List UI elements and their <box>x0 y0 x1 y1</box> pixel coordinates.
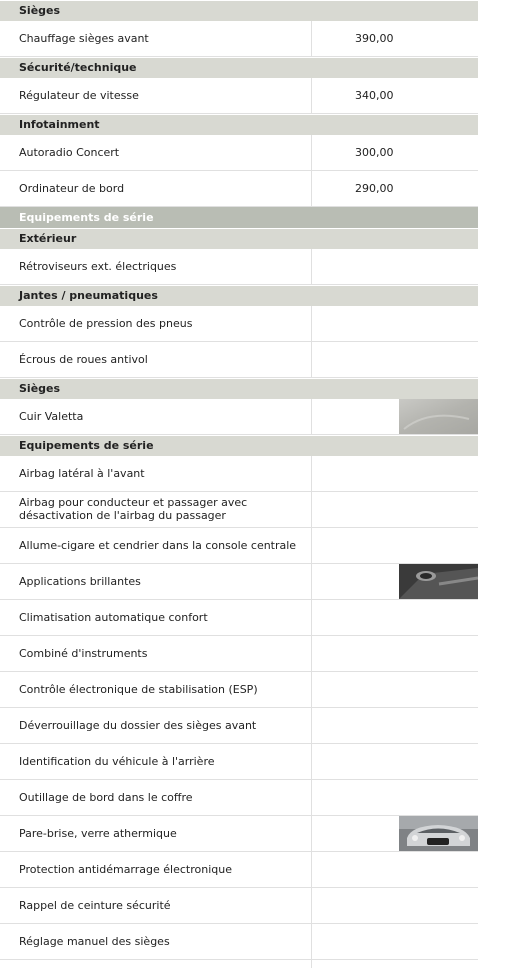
equipment-label: Écrous de roues antivol <box>19 353 148 366</box>
column-divider <box>311 399 312 434</box>
equipment-row <box>0 249 478 285</box>
column-divider <box>311 564 312 599</box>
door-handle-image[interactable] <box>399 564 478 599</box>
equipment-label: Allume-cigare et cendrier dans la console centrale <box>19 539 297 552</box>
equipment-row <box>0 852 478 888</box>
column-divider <box>311 816 312 851</box>
column-divider <box>311 636 312 671</box>
equipment-label: Rétroviseurs ext. électriques <box>19 260 177 273</box>
car-front-image[interactable] <box>399 816 478 851</box>
equipment-label: Déverrouillage du dossier des sièges avant <box>19 719 257 732</box>
column-divider <box>311 924 312 959</box>
equipment-row <box>0 816 478 852</box>
column-divider <box>311 306 312 341</box>
column-divider <box>311 249 312 284</box>
equipment-label: Applications brillantes <box>19 575 141 588</box>
column-divider <box>311 135 312 170</box>
equipment-row <box>0 564 478 600</box>
table-tail <box>0 960 478 968</box>
price-value: 340,00 <box>355 89 394 102</box>
equipment-row <box>0 528 478 564</box>
category-label: Sièges <box>19 382 61 395</box>
equipment-row <box>0 600 478 636</box>
column-divider <box>311 888 312 923</box>
equipment-label: Climatisation automatique confort <box>19 611 208 624</box>
equipment-label: Protection antidémarrage électronique <box>19 863 232 876</box>
equipment-row <box>0 744 478 780</box>
column-divider <box>311 672 312 707</box>
leather-swatch-image[interactable] <box>399 399 478 434</box>
equipment-label: Cuir Valetta <box>19 410 84 423</box>
equipment-row <box>0 21 478 57</box>
equipment-row <box>0 708 478 744</box>
category-header-jantes-pneumatiques <box>0 285 478 306</box>
equipment-row <box>0 342 478 378</box>
equipment-row <box>0 492 478 528</box>
equipment-row <box>0 456 478 492</box>
category-label: Jantes / pneumatiques <box>19 289 158 302</box>
category-label: Extérieur <box>19 232 77 245</box>
column-divider <box>311 492 312 527</box>
equipment-row <box>0 888 478 924</box>
category-label: Infotainment <box>19 118 100 131</box>
column-divider <box>311 960 312 968</box>
column-divider <box>311 744 312 779</box>
category-label: Sécurité/technique <box>19 61 137 74</box>
column-divider <box>311 780 312 815</box>
equipment-row <box>0 306 478 342</box>
price-value: 290,00 <box>355 182 394 195</box>
price-value: 300,00 <box>355 146 394 159</box>
category-label: Sièges <box>19 4 61 17</box>
column-divider <box>311 852 312 887</box>
category-header-equipements-de-serie <box>0 435 478 456</box>
equipment-label: Réglage manuel des sièges <box>19 935 170 948</box>
equipment-row <box>0 672 478 708</box>
category-header-infotainment <box>0 114 478 135</box>
price-value: 390,00 <box>355 32 394 45</box>
equipment-label: Pare-brise, verre athermique <box>19 827 177 840</box>
equipment-label: Airbag latéral à l'avant <box>19 467 145 480</box>
equipment-label: Contrôle de pression des pneus <box>19 317 193 330</box>
category-header-sieges <box>0 0 478 21</box>
equipment-label: Autoradio Concert <box>19 146 120 159</box>
column-divider <box>311 600 312 635</box>
column-divider <box>311 78 312 113</box>
equipment-label: Identification du véhicule à l'arrière <box>19 755 215 768</box>
equipment-label: Airbag pour conducteur et passager avec désactivation de l'airbag du passager <box>19 496 248 522</box>
category-header-sieges <box>0 378 478 399</box>
equipment-row <box>0 399 478 435</box>
equipment-row <box>0 135 478 171</box>
equipment-label: Contrôle électronique de stabilisation (ESP) <box>19 683 258 696</box>
equipment-row <box>0 78 478 114</box>
column-divider <box>311 171 312 206</box>
column-divider <box>311 342 312 377</box>
column-divider <box>311 708 312 743</box>
equipment-label: Chauffage sièges avant <box>19 32 149 45</box>
category-label: Equipements de série <box>19 439 154 452</box>
equipment-label: Régulateur de vitesse <box>19 89 139 102</box>
equipment-label: Outillage de bord dans le coffre <box>19 791 193 804</box>
category-header-exterieur <box>0 228 478 249</box>
section-header-equipements-de-serie <box>0 207 478 228</box>
category-header-securite-technique <box>0 57 478 78</box>
column-divider <box>311 21 312 56</box>
equipment-row <box>0 924 478 960</box>
column-divider <box>311 456 312 491</box>
column-divider <box>311 528 312 563</box>
category-label: Equipements de série <box>19 211 154 224</box>
equipment-row <box>0 636 478 672</box>
equipment-row <box>0 171 478 207</box>
equipment-label: Ordinateur de bord <box>19 182 125 195</box>
equipment-row <box>0 780 478 816</box>
equipment-label: Combiné d'instruments <box>19 647 148 660</box>
equipment-label: Rappel de ceinture sécurité <box>19 899 171 912</box>
